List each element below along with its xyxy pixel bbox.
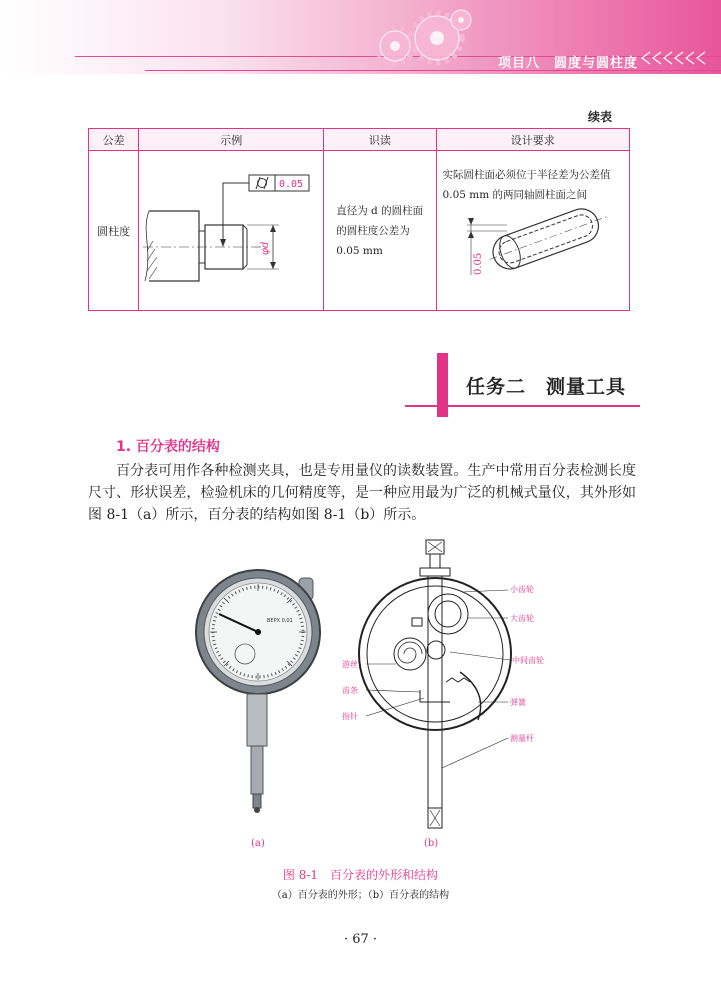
- example-cell: [139, 151, 324, 311]
- figure-label-a: (a): [251, 838, 265, 849]
- figure-subcaption: （a）百分表的外形；（b）百分表的结构: [271, 890, 450, 901]
- body-paragraph: 百分表可用作各种检测夹具，也是专用量仪的读数装置。生产中常用百分表检测长度尺寸、形状误差，检验机床的几何精度等，是一种应用最为广泛的机械式量仪，其外形如图 8-1（a）所示，百分表的结构如图 8-1（b）所示。: [88, 463, 636, 523]
- chevron-left-icon: [640, 50, 710, 66]
- reading-cell: 直径为 d 的圆柱面的圆柱度公差为 0.05 mm: [324, 151, 436, 311]
- requirement-cell: [436, 151, 629, 311]
- callout-hairspring: 指针: [342, 712, 358, 721]
- task-accent-bar: [437, 353, 448, 417]
- column-header: 公差: [89, 129, 139, 151]
- chapter-title: 项目八 圆度与圆柱度: [498, 56, 639, 71]
- column-header: 设计要求: [436, 129, 629, 151]
- tolerance-value: 0.05: [279, 179, 304, 190]
- gears-icon: [365, 6, 475, 70]
- table-header-row: [89, 129, 630, 151]
- figure-caption: 图 8-1 百分表的外形和结构: [282, 868, 439, 882]
- zone-dimension: 0.05: [472, 252, 484, 275]
- callout-middle-gear: 中间齿轮: [512, 656, 544, 665]
- callout-large-gear: 大齿轮: [510, 614, 534, 623]
- callout-rack: 齿条: [342, 686, 358, 695]
- column-header: 示例: [139, 129, 324, 151]
- tolerance-zone-drawing: [437, 205, 627, 285]
- table-continued-label: 续表: [588, 110, 613, 124]
- tolerance-name-cell: 圆柱度: [89, 151, 139, 311]
- cylindricity-symbol-icon: [256, 177, 268, 189]
- diameter-label: φd: [260, 241, 272, 255]
- cylindricity-example-drawing: [139, 151, 323, 307]
- callout-spindle: 测量杆: [510, 734, 534, 743]
- dial-small-text: ВЕРХ 0,01: [267, 618, 293, 624]
- dial-indicator-structure-drawing: [342, 532, 550, 832]
- tolerance-table: [88, 128, 630, 311]
- task-rule: [405, 405, 640, 407]
- dial-indicator-photo: [195, 560, 335, 820]
- column-header: 识读: [324, 129, 436, 151]
- callout-pinion: 小齿轮: [510, 585, 534, 594]
- callout-spring: 弹簧: [510, 698, 526, 707]
- page-number: · 67 ·: [343, 932, 378, 947]
- table-row: [89, 151, 630, 311]
- requirement-text: 实际圆柱面必须位于半径差为公差值 0.05 mm 的两同轴圆柱面之间: [442, 169, 611, 201]
- task-title: 任务二 测量工具: [466, 376, 627, 398]
- callout-pointer: 游丝: [342, 660, 358, 669]
- section-title: 1. 百分表的结构: [116, 439, 220, 455]
- figure-label-b: (b): [424, 838, 439, 849]
